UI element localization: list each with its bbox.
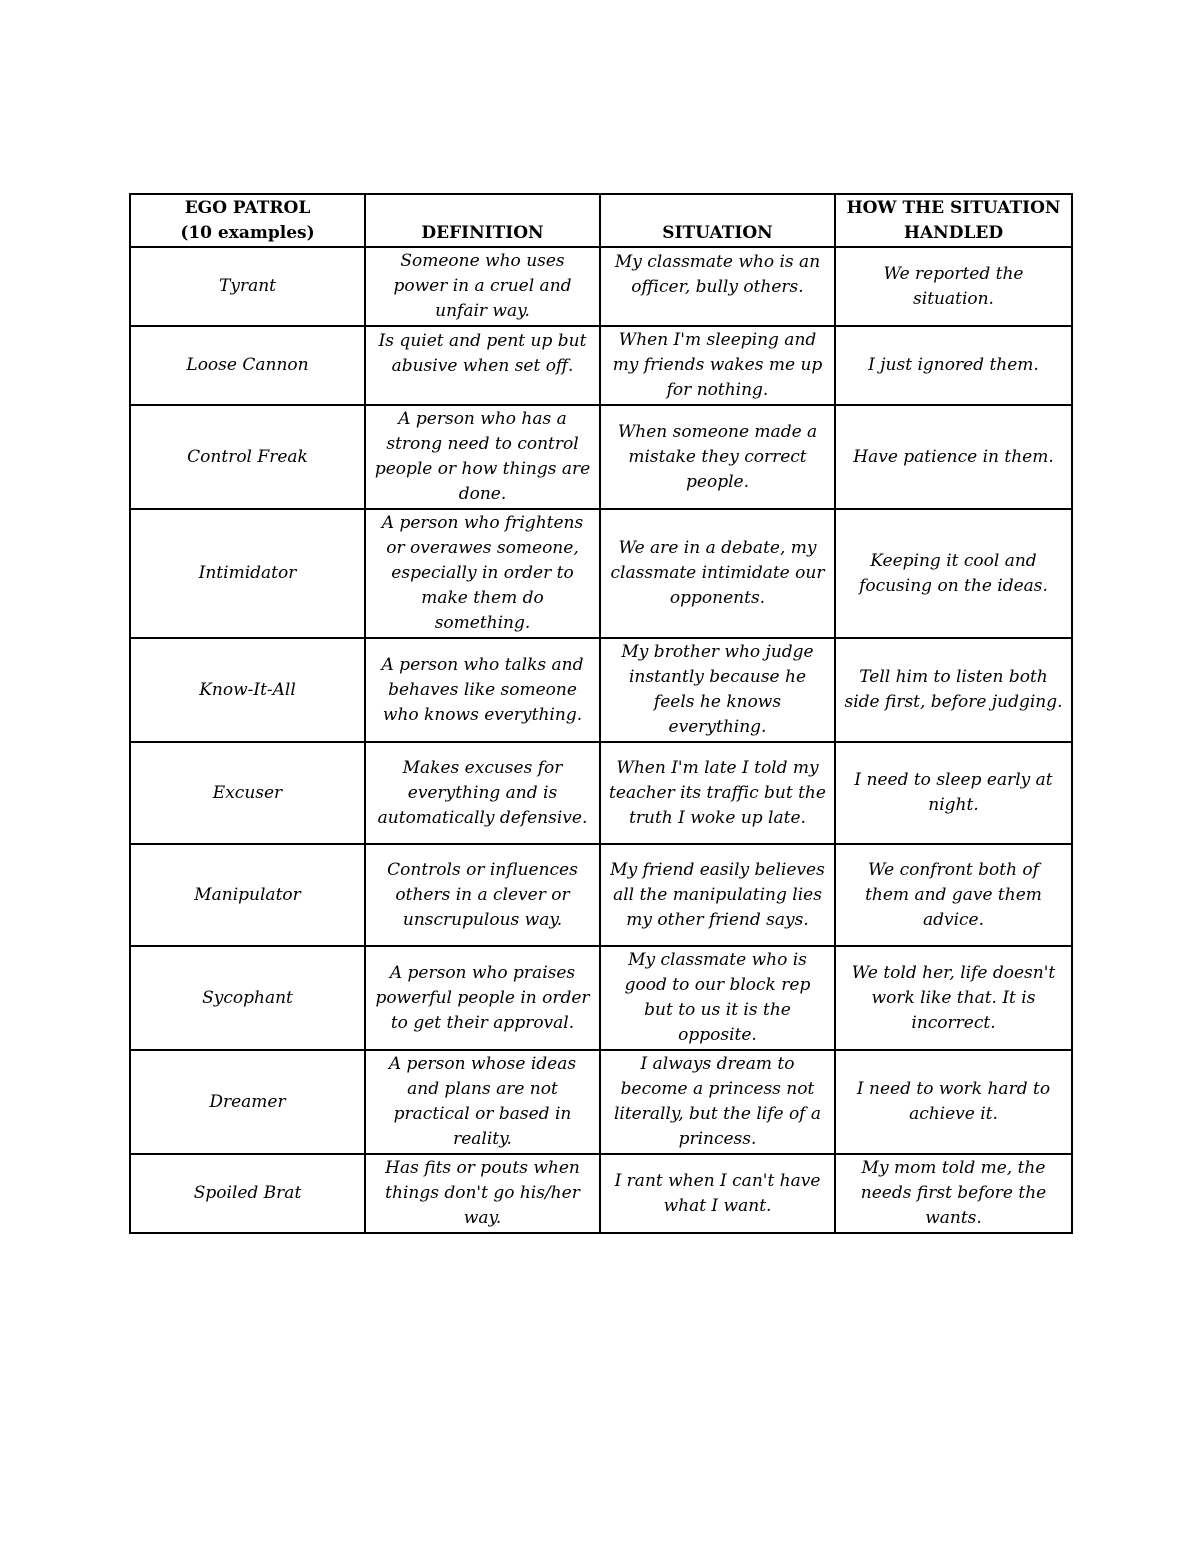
handled-cell: We told her, life doesn't work like that. It is incorrect.: [835, 946, 1072, 1050]
table-header-row: [130, 194, 1072, 247]
handled-cell: Tell him to listen both side first, before judging.: [835, 638, 1072, 742]
ego-patrol-table: [129, 193, 1073, 1234]
definition-cell: A person who has a strong need to control people or how things are done.: [365, 405, 600, 509]
term-cell: Control Freak: [130, 405, 365, 509]
header-definition: [365, 194, 600, 247]
situation-cell: When I'm sleeping and my friends wakes me up for nothing.: [600, 326, 835, 405]
table-row: [130, 509, 1072, 638]
term-cell: Intimidator: [130, 509, 365, 638]
header-how-handled: [835, 194, 1072, 247]
definition-cell: Someone who uses power in a cruel and unfair way.: [365, 247, 600, 326]
term-cell: Dreamer: [130, 1050, 365, 1154]
term-cell: Sycophant: [130, 946, 365, 1050]
header-situation: [600, 194, 835, 247]
table-row: [130, 326, 1072, 405]
situation-cell: My friend easily believes all the manipulating lies my other friend says.: [600, 844, 835, 946]
table-row: [130, 1154, 1072, 1233]
definition-cell: A person who frightens or overawes someone, especially in order to make them do something.: [365, 509, 600, 638]
definition-cell: Has fits or pouts when things don't go his/her way.: [365, 1154, 600, 1233]
term-cell: Tyrant: [130, 247, 365, 326]
header-ego-patrol: [130, 194, 365, 247]
header-situation-label: SITUATION: [662, 223, 773, 243]
definition-cell: A person who praises powerful people in order to get their approval.: [365, 946, 600, 1050]
handled-cell: We confront both of them and gave them advice.: [835, 844, 1072, 946]
term-cell: Know-It-All: [130, 638, 365, 742]
header-ego-patrol-line1: EGO PATROL: [184, 198, 311, 218]
handled-cell: I just ignored them.: [835, 326, 1072, 405]
definition-cell: A person whose ideas and plans are not practical or based in reality.: [365, 1050, 600, 1154]
term-cell: Loose Cannon: [130, 326, 365, 405]
situation-cell: When someone made a mistake they correct people.: [600, 405, 835, 509]
header-ego-patrol-line2: (10 examples): [180, 223, 315, 243]
situation-cell: My classmate who is an officer, bully others.: [600, 247, 835, 326]
handled-cell: I need to sleep early at night.: [835, 742, 1072, 844]
term-cell: Spoiled Brat: [130, 1154, 365, 1233]
table-row: [130, 1050, 1072, 1154]
situation-cell: I always dream to become a princess not literally, but the life of a princess.: [600, 1050, 835, 1154]
situation-cell: We are in a debate, my classmate intimidate our opponents.: [600, 509, 835, 638]
situation-cell: I rant when I can't have what I want.: [600, 1154, 835, 1233]
term-cell: Excuser: [130, 742, 365, 844]
header-how-handled-line2: HANDLED: [903, 223, 1004, 243]
table-row: [130, 405, 1072, 509]
situation-cell: My classmate who is good to our block rep but to us it is the opposite.: [600, 946, 835, 1050]
definition-cell: A person who talks and behaves like someone who knows everything.: [365, 638, 600, 742]
definition-cell: Makes excuses for everything and is automatically defensive.: [365, 742, 600, 844]
definition-cell: Controls or influences others in a clever or unscrupulous way.: [365, 844, 600, 946]
header-definition-label: DEFINITION: [421, 223, 544, 243]
handled-cell: I need to work hard to achieve it.: [835, 1050, 1072, 1154]
term-cell: Manipulator: [130, 844, 365, 946]
definition-cell: Is quiet and pent up but abusive when set off.: [365, 326, 600, 405]
handled-cell: My mom told me, the needs first before the wants.: [835, 1154, 1072, 1233]
situation-cell: When I'm late I told my teacher its traffic but the truth I woke up late.: [600, 742, 835, 844]
handled-cell: Keeping it cool and focusing on the ideas.: [835, 509, 1072, 638]
table-row: [130, 638, 1072, 742]
header-how-handled-line1: HOW THE SITUATION: [846, 198, 1061, 218]
table-row: [130, 844, 1072, 946]
situation-cell: My brother who judge instantly because he feels he knows everything.: [600, 638, 835, 742]
handled-cell: We reported the situation.: [835, 247, 1072, 326]
handled-cell: Have patience in them.: [835, 405, 1072, 509]
table-row: [130, 247, 1072, 326]
table-row: [130, 742, 1072, 844]
table-row: [130, 946, 1072, 1050]
